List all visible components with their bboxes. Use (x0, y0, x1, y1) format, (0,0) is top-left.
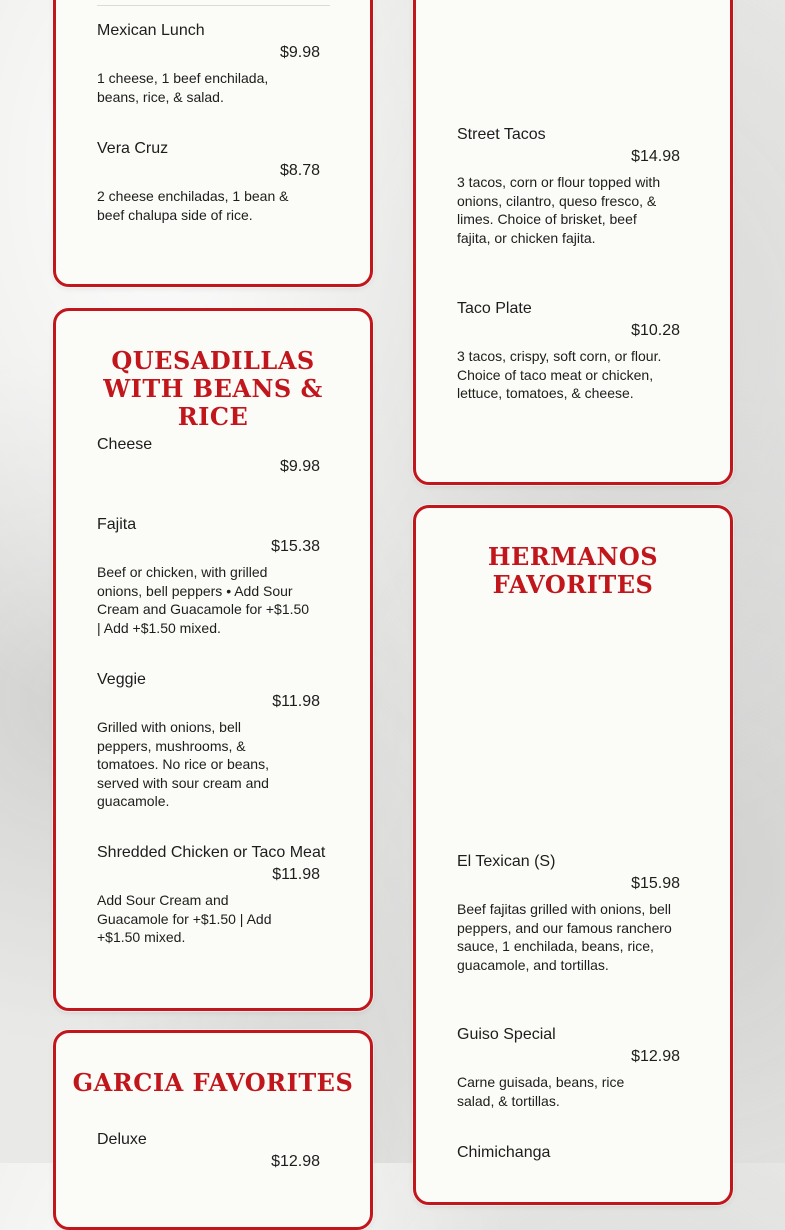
item-name: Cheese (97, 436, 153, 453)
quesadillas-card (53, 308, 373, 1011)
section-title: HERMANOS FAVORITES (487, 542, 659, 599)
item-description: 3 tacos, corn or flour topped with onions, cilantro, queso fresco, & limes. Choice of brisket, beef fajita, or chicken fajita. (457, 174, 661, 246)
item-description: 3 tacos, crispy, soft corn, or flour. Choice of taco meat or chicken, lettuce, tomatoes, & cheese. (457, 348, 662, 402)
section-title: GARCIA FAVORITES (72, 1068, 354, 1097)
item-name: Vera Cruz (97, 140, 169, 157)
item-price: $15.38 (271, 538, 320, 555)
menu-item-guiso-special[interactable] (457, 1025, 690, 1110)
section-title: QUESADILLAS WITH BEANS & RICE (103, 346, 323, 431)
item-price: $10.28 (631, 322, 680, 339)
item-price: $12.98 (271, 1153, 320, 1170)
menu-item-taco-plate[interactable] (457, 299, 690, 403)
menu-item-vera-cruz[interactable] (97, 139, 330, 224)
menu-item-chimichanga[interactable] (457, 1143, 690, 1163)
garcia-favorites-card (53, 1030, 373, 1230)
item-description: Grilled with onions, bell peppers, mushrooms, & tomatoes. No rice or beans, served with sour cream and guacamole. (97, 719, 269, 810)
item-name: Chimichanga (457, 1144, 551, 1161)
item-price: $12.98 (631, 1048, 680, 1065)
menu-item-el-texican[interactable] (457, 852, 690, 974)
menu-item-mexican-lunch[interactable] (97, 21, 330, 106)
item-price: $15.98 (631, 875, 680, 892)
menu-item-deluxe[interactable] (97, 1130, 330, 1172)
item-description: Beef fajitas grilled with onions, bell peppers, and our famous ranchero sauce, 1 enchilada, beans, rice, guacamole, and tortillas. (457, 901, 672, 973)
menu-item-shredded-chicken[interactable] (97, 843, 330, 947)
item-price: $9.98 (279, 458, 320, 475)
hermanos-favorites-card (413, 505, 733, 1205)
item-price: $11.98 (272, 693, 320, 710)
item-description: Add Sour Cream and Guacamole for +$1.50 | Add +$1.50 mixed. (97, 892, 272, 946)
item-name: Mexican Lunch (97, 22, 205, 39)
divider (97, 5, 330, 6)
menu-item-veggie[interactable] (97, 670, 330, 811)
item-name: Fajita (97, 516, 137, 533)
item-description: Beef or chicken, with grilled onions, bell peppers • Add Sour Cream and Guacamole for +$1.50 | Add +$1.50 mixed. (97, 564, 310, 636)
item-name: Street Tacos (457, 126, 546, 143)
item-description: 1 cheese, 1 beef enchilada, beans, rice, & salad. (97, 70, 269, 105)
item-price: $14.98 (631, 148, 680, 165)
item-name: Shredded Chicken or Taco Meat (97, 844, 326, 861)
item-price: $11.98 (272, 866, 320, 883)
item-price: $8.78 (279, 162, 320, 179)
menu-item-fajita[interactable] (97, 515, 330, 637)
lunch-menu-card (53, 0, 373, 287)
item-name: Guiso Special (457, 1026, 556, 1043)
menu-item-cheese[interactable] (97, 435, 330, 477)
item-name: Deluxe (97, 1131, 147, 1148)
tacos-card (413, 0, 733, 485)
item-description: Carne guisada, beans, rice salad, & tortillas. (457, 1074, 625, 1109)
item-name: El Texican (S) (457, 853, 556, 870)
item-name: Veggie (97, 671, 146, 688)
item-description: 2 cheese enchiladas, 1 bean & beef chalupa side of rice. (97, 188, 289, 223)
item-price: $9.98 (279, 44, 320, 61)
menu-item-street-tacos[interactable] (457, 125, 690, 247)
item-name: Taco Plate (457, 300, 532, 317)
